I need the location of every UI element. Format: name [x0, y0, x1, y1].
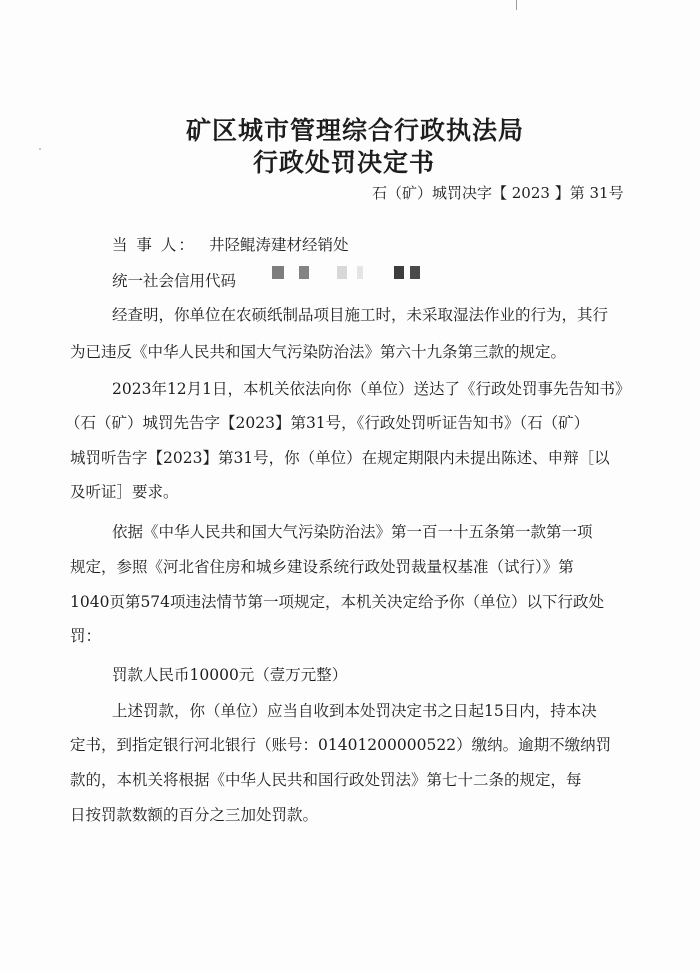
finding-paragraph-line: 经查明，你单位在农硕纸制品项目施工时，未采取湿法作业的行为，其行: [112, 306, 609, 324]
basis-paragraph-line: 1040页第574项违法情节第一项规定，本机关决定给予你（单位）以下行政处: [70, 593, 605, 611]
notice-paragraph-line: 及听证］要求。: [70, 483, 179, 501]
payment-paragraph-line: 定书，到指定银行河北银行（账号：01401200000522）缴纳。逾期不缴纳罚: [70, 736, 612, 754]
credit-code-label: 统一社会信用代码: [112, 272, 237, 290]
party-name: 井陉鲲涛建材经销处: [209, 236, 349, 254]
basis-paragraph-line: 罚：: [70, 627, 102, 645]
penalty-amount: 罚款人民币10000元（壹万元整）: [112, 666, 348, 684]
credit-code-redacted: [272, 266, 422, 281]
payment-paragraph-line: 上述罚款，你（单位）应当自收到本处罚决定书之日起15日内，持本决: [112, 702, 597, 720]
notice-paragraph-line: 城罚听告字【2023】第31号，你（单位）在规定期限内未提出陈述、申辩［以: [70, 449, 610, 467]
payment-paragraph-line: 款的，本机关将根据《中华人民共和国行政处罚法》第七十二条的规定，每: [70, 771, 582, 789]
document-title-type: 行政处罚决定书: [252, 148, 435, 177]
finding-paragraph-line: 为已违反《中华人民共和国大气污染防治法》第六十九条第三款的规定。: [70, 343, 567, 361]
scan-mark: [516, 0, 517, 10]
payment-paragraph-line: 日按罚款数额的百分之三加处罚款。: [70, 806, 319, 824]
basis-paragraph-line: 规定，参照《河北省住房和城乡建设系统行政处罚裁量权基准（试行）》第: [70, 558, 574, 576]
document-title-agency: 矿区城市管理综合行政执法局: [185, 116, 524, 145]
basis-paragraph-line: 依据《中华人民共和国大气污染防治法》第一百一十五条第一款第一项: [112, 523, 593, 541]
party-label: 当 事 人：: [112, 236, 196, 254]
document-number: 石（矿）城罚决字【 2023 】第 31号: [372, 184, 624, 202]
notice-paragraph-line: 2023年12月1日，本机关依法向你（单位）送达了《行政处罚事先告知书》: [112, 380, 631, 398]
notice-paragraph-line: （石（矿）城罚先告字【2023】第31号，《行政处罚听证告知书》（石（矿）: [65, 414, 590, 432]
